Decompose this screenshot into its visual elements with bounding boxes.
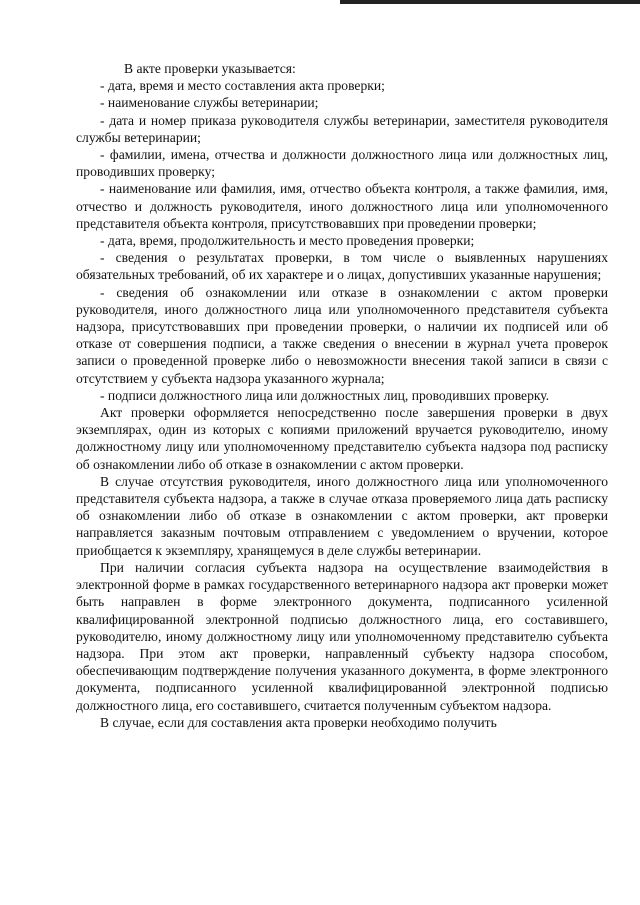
body-paragraph: В случае, если для составления акта проверки необходимо получить (100, 714, 497, 730)
body-paragraph: При наличии согласия субъекта надзора на осуществление взаимодействия в электронной форме в рамках государственного ветеринарного надзора акт проверки может быть направлен в форме электронного документа, подписанного усиленной квалифицированной электронной подписью должностного лица, его составившего, руководителю, иному должностному лицу или уполномоченному представителю субъекта надзора. При этом акт проверки, направленный субъекту надзора способом, обеспечивающим подтверждение получения указанного документа, в форме электронного документа, подписанного усиленной квалифицированной электронной подписью должностного лица, его составившего, считается полученным субъектом надзора. (76, 559, 608, 713)
list-item: - подписи должностного лица или должностных лиц, проводивших проверку. (100, 387, 550, 403)
list-item: - наименование службы ветеринарии; (100, 95, 319, 111)
body-paragraph: Акт проверки оформляется непосредственно после завершения проверки в двух экземплярах, один из которых с копиями приложений вручается руководителю, иному должностному лицу или уполномоченному представителю субъекта надзора под расписку об ознакомлении либо об отказе в ознакомлении с актом проверки. (76, 405, 608, 472)
list-item: - фамилии, имена, отчества и должности должностного лица или должностных лиц, проводивших проверку; (76, 147, 608, 180)
scan-edge-line (340, 0, 640, 4)
list-item: - дата и номер приказа руководителя службы ветеринарии, заместителя руководителя службы ветеринарии; (76, 112, 608, 145)
list-item: - дата, время, продолжительность и место проведения проверки; (100, 233, 475, 249)
list-item: - дата, время и место составления акта проверки; (100, 78, 385, 94)
list-item: - сведения об ознакомлении или отказе в ознакомлении с актом проверки руководителя, иного должностного лица или уполномоченного представителя субъекта надзора, присутствовавших при проведении проверки, о наличии их подписей или об отказе от совершения подписи, а также сведения о внесении в журнал учета проверок записи о проведенной проверке либо о невозможности внесения такой записи в связи с отсутствием у субъекта надзора указанного журнала; (76, 284, 608, 386)
list-item: - сведения о результатах проверки, в том числе о выявленных нарушениях обязательных требований, об их характере и о лицах, допустивших указанные нарушения; (76, 250, 608, 283)
document-page (76, 60, 608, 731)
paragraph-heading: В акте проверки указывается: (124, 61, 296, 76)
body-paragraph: В случае отсутствия руководителя, иного должностного лица или уполномоченного представителя субъекта надзора, а также в случае отказа проверяемого лица дать расписку об ознакомлении либо об отказе в ознакомлении с актом проверки, акт проверки направляется заказным почтовым отправлением с уведомлением о вручении, которое приобщается к экземпляру, хранящемуся в деле службы ветеринарии. (76, 473, 608, 558)
list-item: - наименование или фамилия, имя, отчество объекта контроля, а также фамилия, имя, отчество и должность руководителя, иного должностного лица или уполномоченного представителя объекта контроля, присутствовавших при проведении проверки; (76, 181, 608, 231)
